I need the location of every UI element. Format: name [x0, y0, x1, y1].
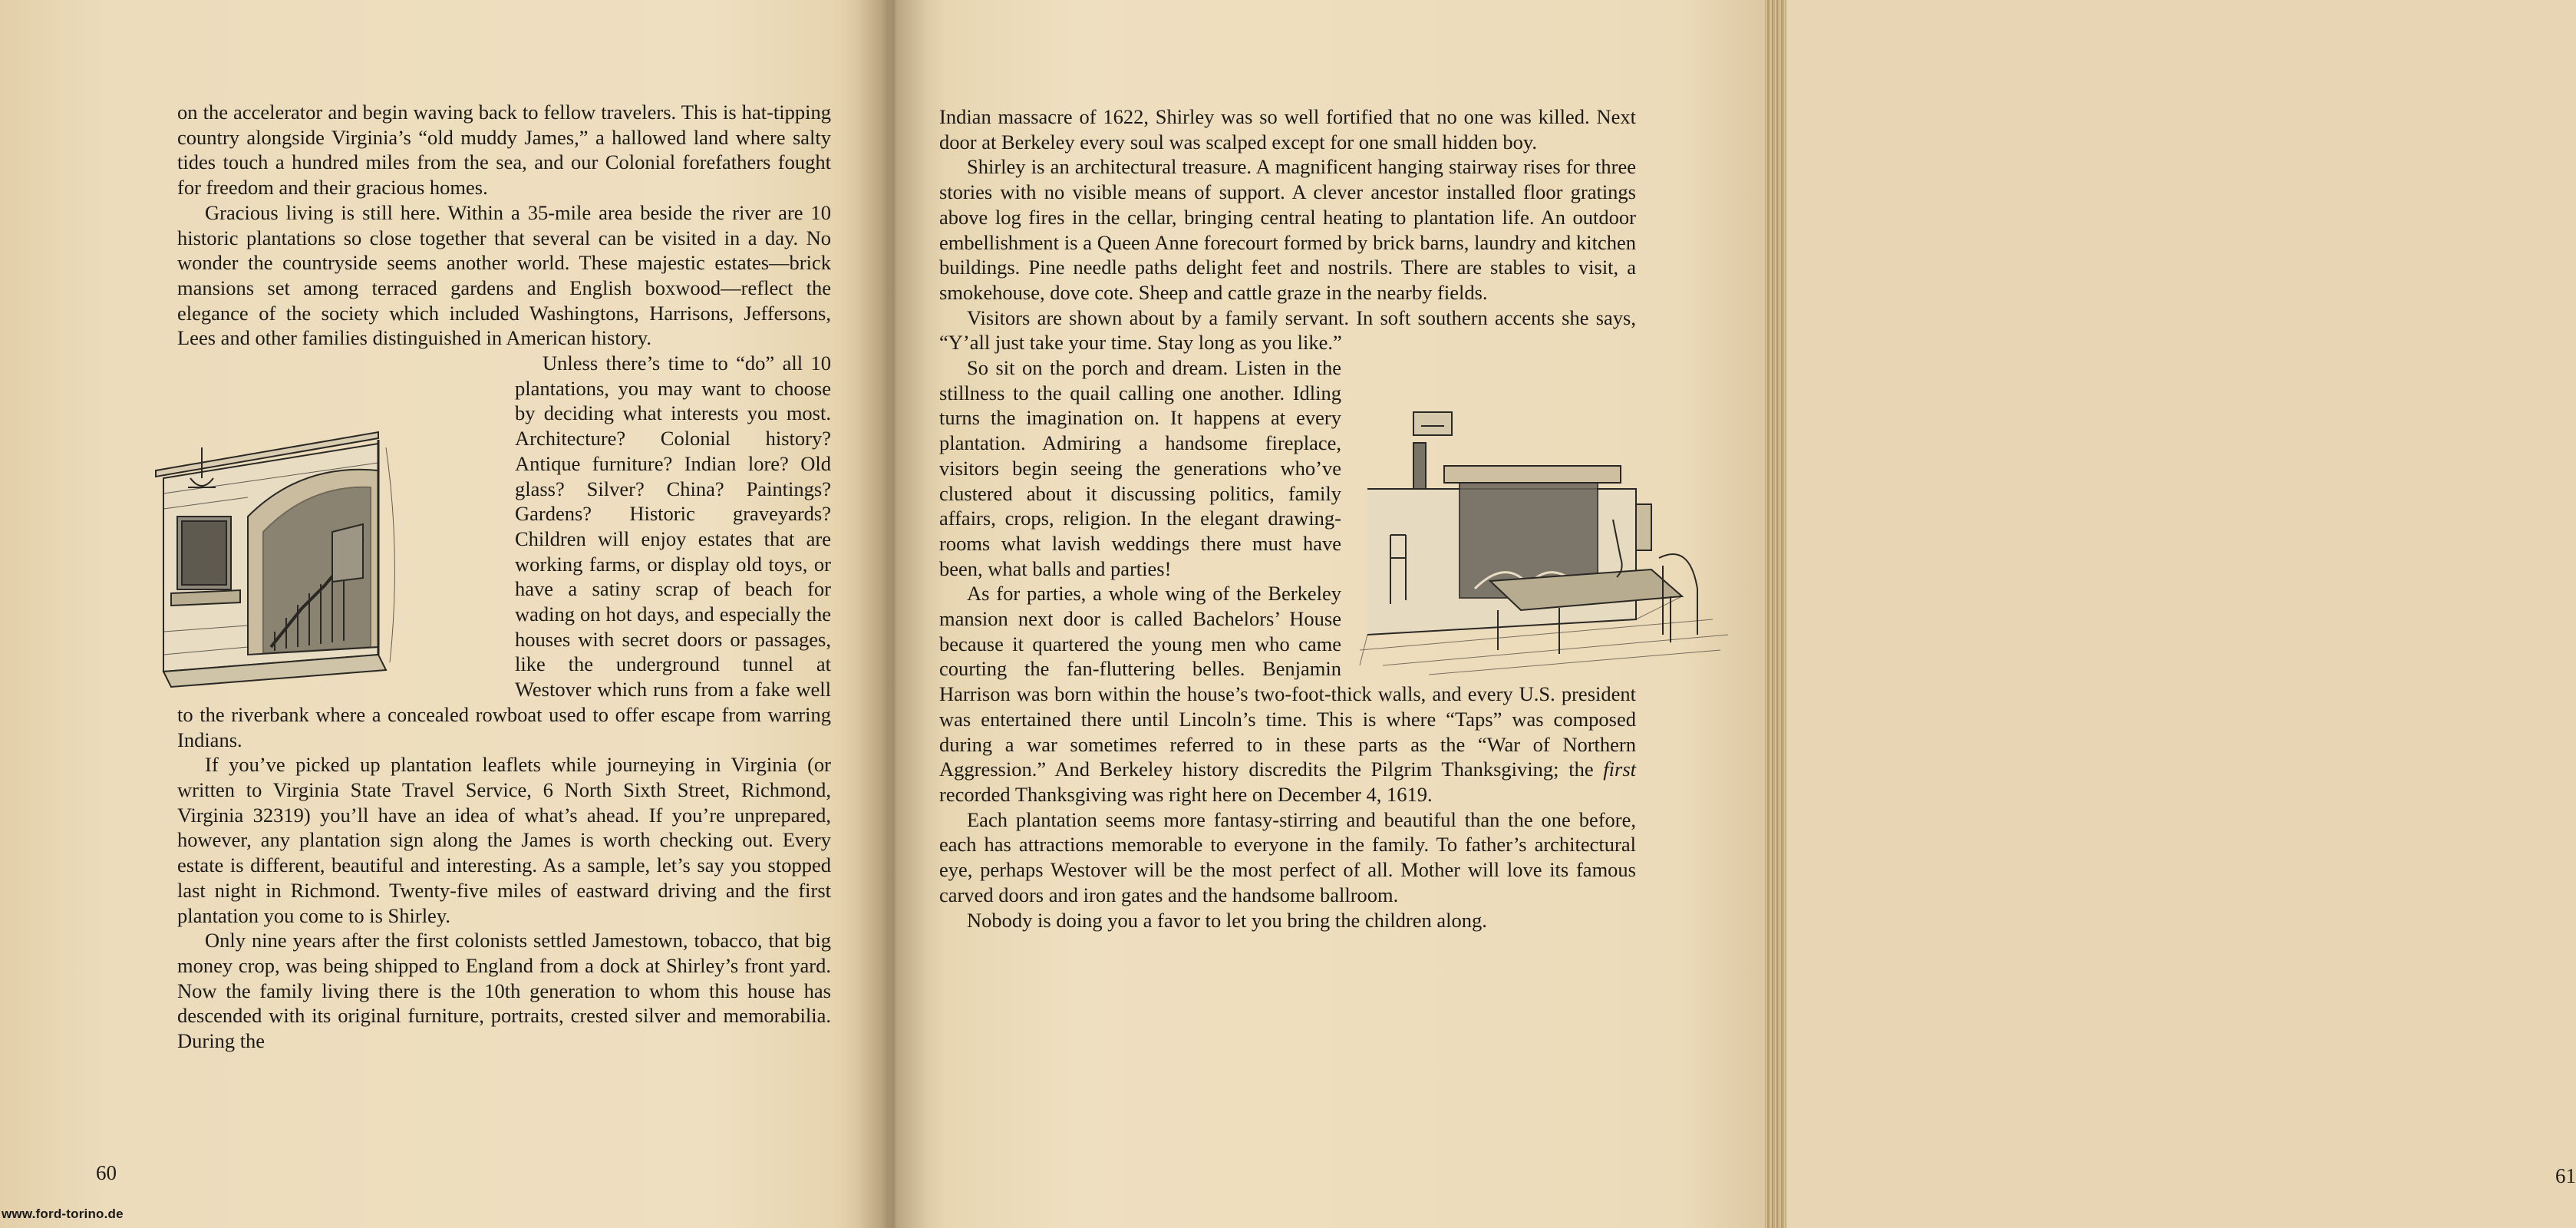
staircase-drawing [148, 401, 506, 692]
first-emphasis: first [1603, 758, 1636, 781]
right-page [890, 0, 2576, 1228]
website-watermark: www.ford-torino.de [2, 1207, 124, 1221]
left-paragraph-4: If you’ve picked up plantation leaflets while journeying in Virginia (or written to Virginia State Travel Service, 6 North Sixth Street, Richmond, Virginia 32319) you’ll have an idea of what’s ahead. If you’re unprepared, however, any plantation sign along the James is worth checking out. Every estate is different, beautiful and interesting. As a sample, let’s say you stopped last night in Richmond. Twenty-five miles of eastward driving and the first plantation you come to is Shirley. [177, 753, 831, 927]
right-paragraph-5-tail: recorded Thanksgiving was right here on December 4, 1619. [939, 782, 1433, 806]
right-paragraph-7: Nobody is doing you a favor to let you bring the children along. [967, 908, 1487, 932]
left-paragraph-5: Only nine years after the first colonists settled Jamestown, tobacco, that big money crop, was being shipped to England from a dock at Shirley’s front yard. Now the family living there is the 10th generation to whom this house has descended with its original furniture, portraits, crested silver and memorabilia. During the [177, 929, 831, 1053]
right-paragraph-6: Each plantation seems more fantasy-stirring and beautiful than the one before, each has attractions memorable to everyone in the family. To father’s architectural eye, perhaps Westover will be the most perfect of all. Mother will love its famous carved doors and iron gates and the handsome ballroom. [939, 807, 1636, 906]
left-paragraph-3: Unless there’s time to “do” all 10 plantations, you may want to choose by deciding what interests you most. Architecture? Colonial history? Antique furniture? Indian lore? Old glass? Silver? China? Paintings? Gardens? Historic graveyards? Children will enjoy estates that are working farms, or display old toys, or have a satiny scrap of beach for wading on hot days, and especially the houses with secret doors or passages, like the underground tunnel at Westover which runs from a fake well to the riverbank where a concealed rowboat used to offer escape from warring Indians. [177, 352, 831, 751]
page-edges [1765, 0, 1786, 1228]
right-paragraph-3: Visitors are shown about by a family servant. In soft southern accents she says, “Y’all just take your time. Stay long as you like.” [939, 305, 1636, 355]
fireplace-drawing [1360, 404, 1743, 677]
right-text-column [939, 104, 1636, 933]
right-paragraph-4: So sit on the porch and dream. Listen in the stillness to the quail calling one another. Idling turns the imagination on. It happens at every plantation. Admiring a handsome fireplace, visitors begin seeing the generations who’ve clustered about it discussing politics, family affairs, crops, religion. In the elegant drawing-rooms what lavish weddings there must have been, what balls and parties! [939, 356, 1341, 580]
fireplace-illustration [1360, 404, 1743, 677]
staircase-illustration [148, 401, 506, 692]
left-page [0, 0, 882, 1228]
page-number-right: 61 [2555, 1164, 2576, 1187]
page-number-left: 60 [96, 1161, 117, 1184]
left-paragraph-1: on the accelerator and begin waving back to fellow travelers. This is hat-tipping country alongside Virginia’s “old muddy James,” a hallowed land where salty tides touch a hundred miles from the sea, and our Colonial forefathers fought for freedom and their gracious homes. [177, 101, 831, 200]
left-text-column [177, 100, 831, 1054]
right-paragraph-1: Indian massacre of 1622, Shirley was so well fortified that no one was killed. Next door at Berkeley every soul was scalped except for one small hidden boy. [939, 105, 1636, 154]
left-paragraph-2: Gracious living is still here. Within a 35-mile area beside the river are 10 historic plantations so close together that several can be visited in a day. No wonder the countryside seems another world. These majestic estates—brick mansions set among terraced gardens and English boxwood—reflect the elegance of the society which included Washingtons, Harrisons, Jeffersons, Lees and other families distinguished in American history. [177, 200, 831, 350]
right-paragraph-5-text: As for parties, a whole wing of the Berkeley mansion next door is called Bachelors’ House because it quartered the young men who came courting the fan-fluttering belles. Benjamin Harrison was born within the house’s two-foot-thick walls, and every U.S. president was entertained there until Lincoln’s time. This is where “Taps” was composed during a war sometimes referred to in these parts as the “War of Northern Aggression.” And Berkeley history discredits the Pilgrim Thanksgiving; the [939, 582, 1636, 781]
right-paragraph-2: Shirley is an architectural treasure. A magnificent hanging stairway rises for three stories with no visible means of support. A clever ancestor installed floor gratings above log fires in the cellar, bringing central heating to plantation life. An outdoor embellishment is a Queen Anne forecourt formed by brick barns, laundry and kitchen buildings. Pine needle paths delight feet and nostrils. There are stables to visit, a smokehouse, dove cote. Sheep and cattle graze in the nearby fields. [939, 155, 1636, 304]
